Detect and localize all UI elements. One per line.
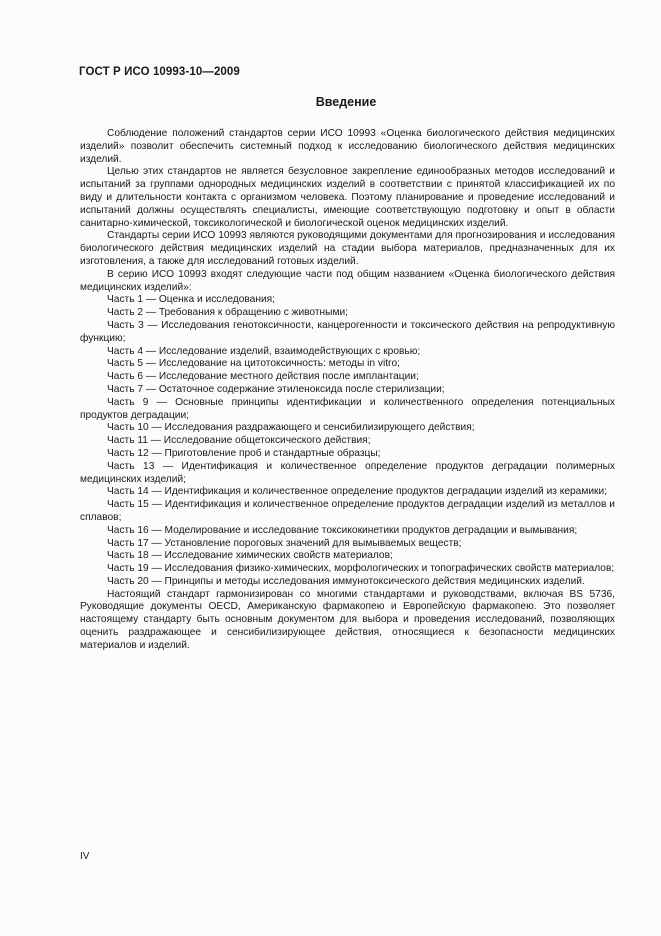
list-item-part-3: Часть 3 — Исследования генотоксичности, канцерогенности и токсического действия на репродуктивную функцию; — [80, 319, 615, 344]
list-item-part-16: Часть 16 — Моделирование и исследование токсикокинетики продуктов деградации и вымывания; — [107, 524, 578, 536]
list-item-part-1: Часть 1 — Оценка и исследования; — [107, 294, 276, 306]
paragraph: Соблюдение положений стандартов серии ИСО 10993 «Оценка биологического действия медицинских изделий» позволит обеспечить системный подход к исследованию биологического действия медицинских изделий. — [80, 128, 615, 165]
list-item-part-10: Часть 10 — Исследования раздражающего и сенсибилизирующего действия; — [107, 422, 475, 434]
list-item-part-14: Часть 14 — Идентификация и количественное определение продуктов деградации изделий из керамики; — [107, 486, 608, 498]
list-item-part-9: Часть 9 — Основные принципы идентификации и количественного определения потенциальных продуктов деградации; — [80, 396, 615, 421]
list-item-part-6: Часть 6 — Исследование местного действия после имплантации; — [107, 371, 419, 383]
page-number: IV — [80, 851, 90, 862]
list-item-part-5: Часть 5 — Исследование на цитотоксичность: методы in vitro; — [107, 358, 400, 370]
list-item-part-19: Часть 19 — Исследования физико-химических, морфологических и топографических свойств материалов; — [107, 563, 615, 575]
list-item-part-12: Часть 12 — Приготовление проб и стандартные образцы; — [107, 447, 381, 459]
list-item-part-4: Часть 4 — Исследование изделий, взаимодействующих с кровью; — [107, 345, 421, 357]
document-code: ГОСТ Р ИСО 10993-10—2009 — [79, 66, 240, 78]
list-item-part-11: Часть 11 — Исследование общетоксического действия; — [107, 435, 371, 447]
paragraph: Настоящий стандарт гармонизирован со многими стандартами и руководствами, включая BS 5736, Руководящие документы OECD, Американскую фармакопею и Европейскую фармакопею. Это позволяет настоящему стандарту быть основным документом для выбора и проведения исследований, позволяющих оценить раздражающее и сенсибилизирующее действия, относящиеся к безопасности медицинских материалов и изделий. — [80, 588, 615, 651]
list-item-part-2: Часть 2 — Требования к обращению с животными; — [107, 307, 349, 319]
list-item-part-7: Часть 7 — Остаточное содержание этиленоксида после стерилизации; — [107, 383, 445, 395]
list-item-part-18: Часть 18 — Исследование химических свойств материалов; — [107, 550, 393, 562]
paragraph: В серию ИСО 10993 входят следующие части под общим названием «Оценка биологического действия медицинских изделий»: — [80, 268, 615, 293]
paragraph: Целью этих стандартов не является безусловное закрепление единообразных методов исследований и испытаний за группами однородных медицинских изделий в соответствии с принятой классификацией их по виду и длительности контакта с организмом человека. Поэтому планирование и проведение исследований и испытаний должны осуществлять специалисты, имеющие соответствующую подготовку и опыт в области санитарно-химической, токсикологической и биологической оценок медицинских изделий. — [80, 166, 615, 229]
list-item-part-20: Часть 20 — Принципы и методы исследования иммунотоксического действия медицинских изделий. — [107, 575, 585, 587]
paragraph: Стандарты серии ИСО 10993 являются руководящими документами для прогнозирования и исследования биологического действия медицинских изделий на стадии выбора материалов, предназначенных для их изготовления, а также для исследований готовых изделий. — [80, 230, 615, 267]
list-item-part-17: Часть 17 — Установление пороговых значений для вымываемых веществ; — [107, 537, 462, 549]
list-item-part-13: Часть 13 — Идентификация и количественное определение продуктов деградации полимерных медицинских изделий; — [80, 460, 615, 485]
body-text — [80, 128, 615, 653]
list-item-part-15: Часть 15 — Идентификация и количественное определение продуктов деградации изделий из металлов и сплавов; — [80, 499, 615, 523]
section-title: Введение — [315, 95, 377, 109]
